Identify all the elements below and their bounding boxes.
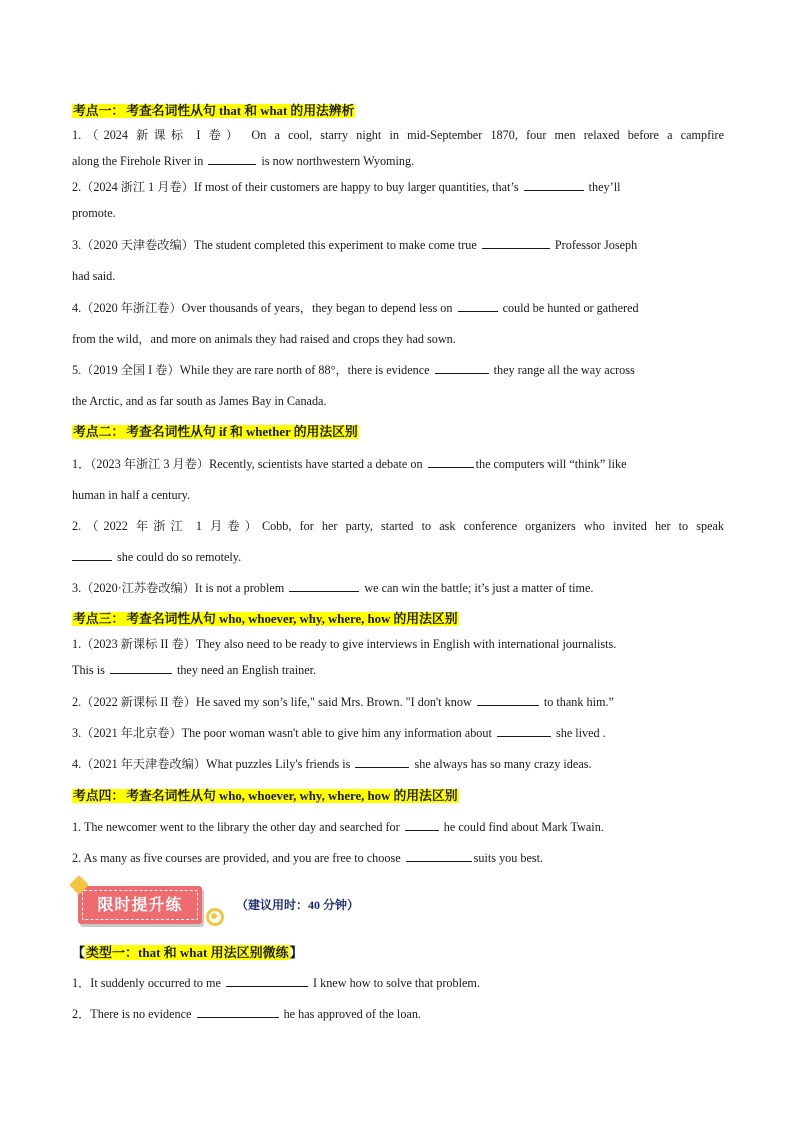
s2-q3-text1: 3.（2020·江苏卷改编）It is not a problem bbox=[72, 581, 285, 595]
section3-heading-prefix: 考点三： bbox=[73, 612, 125, 626]
answer-blank[interactable] bbox=[435, 362, 489, 374]
section4-heading-text: 考查名词性从句 who, whoever, why, where, how 的用法区别 bbox=[126, 789, 458, 803]
answer-blank[interactable] bbox=[428, 456, 474, 468]
answer-blank[interactable] bbox=[524, 179, 584, 191]
s3-q1-text1: This is bbox=[72, 663, 105, 677]
s3-q1-line1: 1.（2023 新课标 II 卷）They also need to be ready to give interviews in English with international journalists. bbox=[72, 637, 617, 651]
s1-q3-line1 bbox=[72, 237, 724, 253]
type1-close-bracket: 】 bbox=[289, 945, 303, 960]
s1-q3-text2: Professor Joseph bbox=[554, 238, 638, 252]
s1-q2-text1: 2.（2024 浙江 1 月卷）If most of their customers are happy to buy larger quantities, that’s bbox=[72, 180, 519, 194]
p-q2-text2: he has approved of the loan. bbox=[283, 1007, 421, 1021]
s1-q4-text2: could be hunted or gathered bbox=[502, 301, 639, 315]
badge-label: 限时提升练 bbox=[82, 890, 198, 920]
s1-q3-line2: had said. bbox=[72, 269, 116, 283]
s3-q2-line1 bbox=[72, 694, 724, 710]
answer-blank[interactable] bbox=[197, 1006, 279, 1018]
s2-q1-line2: human in half a century. bbox=[72, 488, 190, 502]
s1-q5-line1 bbox=[72, 362, 724, 378]
s1-q1-text2: is now northwestern Wyoming. bbox=[261, 154, 415, 168]
answer-blank[interactable] bbox=[72, 549, 112, 561]
type1-heading bbox=[72, 942, 303, 961]
badge-box bbox=[78, 886, 202, 924]
s4-q1-line1 bbox=[72, 819, 724, 835]
s1-q1-line2 bbox=[72, 153, 724, 169]
s4-q2-text2: suits you best. bbox=[473, 851, 544, 865]
s1-q4-text1: 4.（2020 年浙江卷）Over thousands of years，they began to depend less on bbox=[72, 301, 453, 315]
ring-dot-icon bbox=[211, 913, 217, 919]
p-q1-line1 bbox=[72, 975, 724, 991]
section1-heading-text: 考查名词性从句 that 和 what 的用法辨析 bbox=[126, 104, 355, 118]
s3-q3-text1: 3.（2021 年北京卷）The poor woman wasn't able to give him any information about bbox=[72, 726, 492, 740]
s3-q4-text2: she always has so many crazy ideas. bbox=[414, 757, 592, 771]
p-q1-text2: I knew how to solve that problem. bbox=[313, 976, 480, 990]
s1-q4-line1 bbox=[72, 300, 724, 316]
answer-blank[interactable] bbox=[406, 850, 472, 862]
s2-q3-line1 bbox=[72, 580, 724, 596]
s3-q3-text2: she lived . bbox=[555, 726, 606, 740]
s1-q4-line2: from the wild，and more on animals they had raised and crops they had sown. bbox=[72, 332, 456, 346]
answer-blank[interactable] bbox=[477, 694, 539, 706]
s3-q3-line1 bbox=[72, 725, 724, 741]
section2-heading-prefix: 考点二： bbox=[73, 425, 125, 439]
s4-q2-text1: 2. As many as five courses are provided, and you are free to choose bbox=[72, 851, 401, 865]
suggested-time: （建议用时：40 分钟） bbox=[236, 898, 360, 912]
answer-blank[interactable] bbox=[497, 725, 551, 737]
answer-blank[interactable] bbox=[289, 580, 359, 592]
s3-q1-line2 bbox=[72, 662, 724, 678]
s2-q2-text2: she could do so remotely. bbox=[117, 550, 242, 564]
s1-q1-line1: 1.（2024 新课标 I 卷） On a cool, starry night in mid-September 1870, four men relaxed before a campfire bbox=[72, 128, 724, 142]
s3-q4-text1: 4.（2021 年天津卷改编）What puzzles Lily's friends is bbox=[72, 757, 351, 771]
s2-q1-line1 bbox=[72, 456, 724, 472]
answer-blank[interactable] bbox=[458, 300, 498, 312]
s1-q2-text2: they’ll bbox=[588, 180, 621, 194]
answer-blank[interactable] bbox=[355, 756, 409, 768]
s1-q5-line2: the Arctic, and as far south as James Bay in Canada. bbox=[72, 394, 327, 408]
p-q2-line1 bbox=[72, 1006, 724, 1022]
p-q2-text1: 2．There is no evidence bbox=[72, 1007, 192, 1021]
section4-heading bbox=[72, 788, 724, 804]
s1-q1-text1: along the Firehole River in bbox=[72, 154, 204, 168]
s2-q2-line1: 2.（2022 年浙江 1 月卷）Cobb, for her party, started to ask conference organizers who invited her to speak bbox=[72, 519, 724, 533]
s2-q1-text1: 1．（2023 年浙江 3 月卷）Recently, scientists have started a debate on bbox=[72, 457, 423, 471]
s3-q2-text2: to thank him.” bbox=[543, 695, 614, 709]
section3-heading bbox=[72, 611, 724, 627]
answer-blank[interactable] bbox=[110, 662, 172, 674]
answer-blank[interactable] bbox=[405, 819, 439, 831]
answer-blank[interactable] bbox=[482, 237, 550, 249]
s1-q2-line2: promote. bbox=[72, 206, 116, 220]
s1-q2-line1 bbox=[72, 179, 724, 195]
type1-label: 类型一：that 和 what 用法区别微练 bbox=[86, 945, 289, 960]
s1-q5-text1: 5.（2019 全国 I 卷）While they are rare north of 88°，there is evidence bbox=[72, 363, 430, 377]
answer-blank[interactable] bbox=[226, 975, 308, 987]
s4-q1-text2: he could find about Mark Twain. bbox=[443, 820, 604, 834]
s1-q3-text1: 3.（2020 天津卷改编）The student completed this experiment to make come true bbox=[72, 238, 477, 252]
section2-heading bbox=[72, 424, 724, 440]
section1-heading-prefix: 考点一： bbox=[73, 104, 125, 118]
s3-q4-line1 bbox=[72, 756, 724, 772]
section4-heading-prefix: 考点四： bbox=[73, 789, 125, 803]
practice-badge bbox=[72, 878, 232, 930]
s2-q3-text2: we can win the battle; it’s just a matter of time. bbox=[364, 581, 594, 595]
answer-blank[interactable] bbox=[208, 153, 256, 165]
s4-q2-line1 bbox=[72, 850, 724, 866]
p-q1-text1: 1．It suddenly occurred to me bbox=[72, 976, 221, 990]
type1-open-bracket: 【 bbox=[72, 945, 86, 960]
section1-heading bbox=[72, 103, 724, 119]
s3-q1-text2: they need an English trainer. bbox=[176, 663, 317, 677]
s3-q2-text1: 2.（2022 新课标 II 卷）He saved my son’s life," said Mrs. Brown. "I don't know bbox=[72, 695, 472, 709]
section2-heading-text: 考查名词性从句 if 和 whether 的用法区别 bbox=[126, 425, 358, 439]
s2-q2-line2 bbox=[72, 549, 724, 565]
section3-heading-text: 考查名词性从句 who, whoever, why, where, how 的用法区别 bbox=[126, 612, 458, 626]
s4-q1-text1: 1. The newcomer went to the library the other day and searched for bbox=[72, 820, 400, 834]
s2-q1-text2: the computers will “think” like bbox=[475, 457, 627, 471]
s1-q5-text2: they range all the way across bbox=[493, 363, 635, 377]
